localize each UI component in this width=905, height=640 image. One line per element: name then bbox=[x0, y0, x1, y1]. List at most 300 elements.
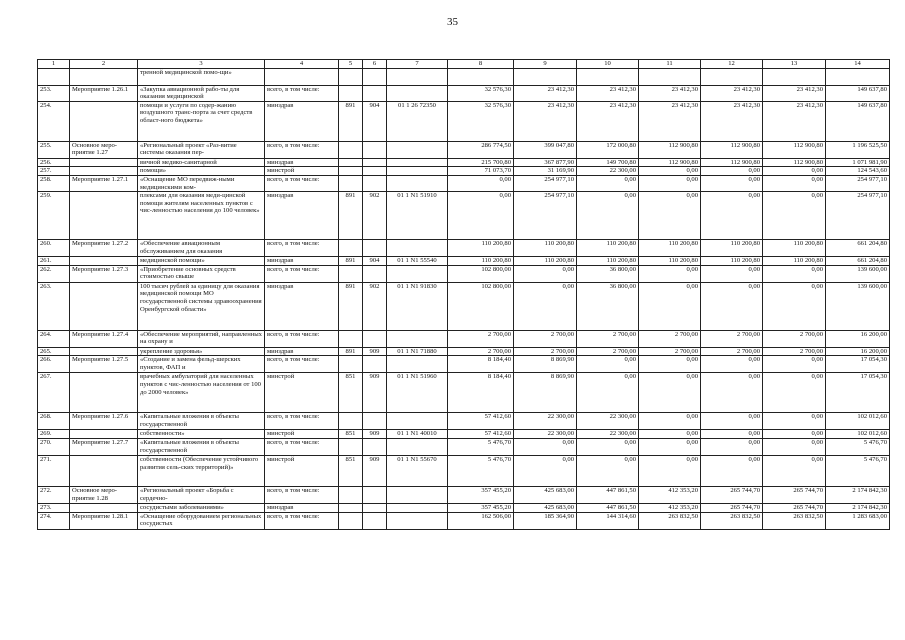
funding-source: минстрой bbox=[265, 167, 339, 176]
item-name bbox=[70, 68, 138, 85]
value-col-11: 112 900,80 bbox=[639, 158, 701, 167]
value-col-13: 23 412,30 bbox=[763, 101, 826, 141]
value-col-9 bbox=[514, 68, 577, 85]
item-description: медицинской помощи» bbox=[138, 257, 265, 266]
target-item-code bbox=[387, 512, 448, 529]
value-col-13: 0,00 bbox=[763, 430, 826, 439]
table-row bbox=[38, 85, 890, 101]
item-name: Мероприятие 1.27.4 bbox=[70, 330, 138, 347]
row-number: 271. bbox=[38, 455, 70, 486]
item-name bbox=[70, 503, 138, 512]
section-code bbox=[363, 141, 387, 158]
section-code bbox=[363, 503, 387, 512]
row-number bbox=[38, 68, 70, 85]
item-name: Мероприятие 1.27.3 bbox=[70, 265, 138, 282]
item-name: Мероприятие 1.27.5 bbox=[70, 356, 138, 373]
value-col-12: 23 412,30 bbox=[701, 101, 763, 141]
item-description: «Обеспечение мероприятий, направленных на охрану и bbox=[138, 330, 265, 347]
gov-code bbox=[339, 356, 363, 373]
item-description: «Приобретение основных средств стоимостью свыше bbox=[138, 265, 265, 282]
gov-code bbox=[339, 503, 363, 512]
gov-code bbox=[339, 158, 363, 167]
row-number: 255. bbox=[38, 141, 70, 158]
value-col-10: 2 700,00 bbox=[577, 347, 639, 356]
target-item-code bbox=[387, 438, 448, 455]
value-col-10: 0,00 bbox=[577, 175, 639, 191]
section-code bbox=[363, 438, 387, 455]
value-col-11: 412 353,20 bbox=[639, 486, 701, 503]
value-col-12: 0,00 bbox=[701, 413, 763, 430]
value-col-11: 0,00 bbox=[639, 356, 701, 373]
value-col-11: 0,00 bbox=[639, 167, 701, 176]
table-row bbox=[38, 240, 890, 257]
target-item-code bbox=[387, 486, 448, 503]
value-total: 16 200,00 bbox=[826, 330, 890, 347]
row-number: 266. bbox=[38, 356, 70, 373]
column-header: 2 bbox=[70, 60, 138, 69]
section-code: 909 bbox=[363, 373, 387, 413]
table-row bbox=[38, 257, 890, 266]
value-col-8 bbox=[448, 68, 514, 85]
funding-source: минстрой bbox=[265, 455, 339, 486]
value-col-8: 32 576,30 bbox=[448, 101, 514, 141]
gov-code: 851 bbox=[339, 430, 363, 439]
value-col-8: 8 184,40 bbox=[448, 356, 514, 373]
target-item-code bbox=[387, 413, 448, 430]
item-name: Основное меро-приятие 1.28 bbox=[70, 486, 138, 503]
value-total: 254 977,10 bbox=[826, 175, 890, 191]
column-header: 10 bbox=[577, 60, 639, 69]
value-col-12: 110 200,80 bbox=[701, 257, 763, 266]
column-header: 9 bbox=[514, 60, 577, 69]
funding-source: всего, в том числе: bbox=[265, 85, 339, 101]
item-name: Мероприятие 1.27.1 bbox=[70, 175, 138, 191]
value-col-10: 2 700,00 bbox=[577, 330, 639, 347]
gov-code: 891 bbox=[339, 192, 363, 240]
value-col-13: 0,00 bbox=[763, 175, 826, 191]
value-col-12: 0,00 bbox=[701, 356, 763, 373]
value-col-12: 0,00 bbox=[701, 265, 763, 282]
table-row bbox=[38, 503, 890, 512]
row-number: 274. bbox=[38, 512, 70, 529]
item-description: «Обеспечение авиационным обслуживанием для оказания bbox=[138, 240, 265, 257]
value-col-11: 0,00 bbox=[639, 430, 701, 439]
item-description: «Оснащение МО передвиж-ными медицинскими ком- bbox=[138, 175, 265, 191]
value-total: 1 283 683,00 bbox=[826, 512, 890, 529]
table-row bbox=[38, 158, 890, 167]
section-code bbox=[363, 158, 387, 167]
table-row bbox=[38, 167, 890, 176]
funding-source: минздрав bbox=[265, 282, 339, 330]
target-item-code bbox=[387, 330, 448, 347]
gov-code bbox=[339, 330, 363, 347]
table-row bbox=[38, 373, 890, 413]
value-col-13: 0,00 bbox=[763, 373, 826, 413]
table-row bbox=[38, 512, 890, 529]
column-header: 5 bbox=[339, 60, 363, 69]
item-name bbox=[70, 158, 138, 167]
table-row bbox=[38, 438, 890, 455]
item-description: плексами для оказания меди-цинской помощи жителям населенных пунктов с чис-ленностью населения до 100 человек» bbox=[138, 192, 265, 240]
row-number: 261. bbox=[38, 257, 70, 266]
column-header: 13 bbox=[763, 60, 826, 69]
value-total: 5 476,70 bbox=[826, 455, 890, 486]
target-item-code bbox=[387, 503, 448, 512]
item-name bbox=[70, 430, 138, 439]
section-code: 904 bbox=[363, 101, 387, 141]
value-col-12 bbox=[701, 68, 763, 85]
value-col-10: 0,00 bbox=[577, 192, 639, 240]
funding-source: минздрав bbox=[265, 503, 339, 512]
target-item-code bbox=[387, 240, 448, 257]
gov-code bbox=[339, 265, 363, 282]
value-col-13: 0,00 bbox=[763, 455, 826, 486]
row-number: 268. bbox=[38, 413, 70, 430]
target-item-code bbox=[387, 167, 448, 176]
item-description: собственности» bbox=[138, 430, 265, 439]
gov-code: 851 bbox=[339, 373, 363, 413]
value-col-9: 0,00 bbox=[514, 282, 577, 330]
value-col-10: 144 314,60 bbox=[577, 512, 639, 529]
value-col-9: 23 412,30 bbox=[514, 85, 577, 101]
value-col-9: 254 977,10 bbox=[514, 192, 577, 240]
table-row bbox=[38, 101, 890, 141]
value-total bbox=[826, 68, 890, 85]
value-col-9: 31 169,90 bbox=[514, 167, 577, 176]
column-header: 4 bbox=[265, 60, 339, 69]
item-name: Мероприятие 1.28.1 bbox=[70, 512, 138, 529]
funding-source: всего, в том числе: bbox=[265, 240, 339, 257]
value-col-8: 2 700,00 bbox=[448, 347, 514, 356]
value-col-9: 8 869,90 bbox=[514, 373, 577, 413]
item-name bbox=[70, 373, 138, 413]
value-col-10 bbox=[577, 68, 639, 85]
value-col-12: 0,00 bbox=[701, 373, 763, 413]
column-number-row bbox=[38, 60, 890, 69]
value-col-13: 265 744,70 bbox=[763, 503, 826, 512]
value-col-11: 0,00 bbox=[639, 373, 701, 413]
value-col-10: 0,00 bbox=[577, 455, 639, 486]
section-code bbox=[363, 68, 387, 85]
item-name bbox=[70, 455, 138, 486]
item-description: «Региональный проект «Раз-витие системы оказания пер- bbox=[138, 141, 265, 158]
item-description: помощи» bbox=[138, 167, 265, 176]
value-col-8: 0,00 bbox=[448, 192, 514, 240]
table-row bbox=[38, 192, 890, 240]
row-number: 273. bbox=[38, 503, 70, 512]
item-name: Мероприятие 1.27.2 bbox=[70, 240, 138, 257]
row-number: 263. bbox=[38, 282, 70, 330]
value-col-9: 425 683,00 bbox=[514, 486, 577, 503]
item-description: 100 тысяч рублей за единицу для оказания медицинской помощи МО государственной системы здравоохранения Оренбургской области» bbox=[138, 282, 265, 330]
funding-source: всего, в том числе: bbox=[265, 141, 339, 158]
section-code bbox=[363, 85, 387, 101]
funding-source: всего, в том числе: bbox=[265, 486, 339, 503]
value-col-12: 0,00 bbox=[701, 455, 763, 486]
value-col-10: 22 300,00 bbox=[577, 413, 639, 430]
gov-code: 891 bbox=[339, 101, 363, 141]
column-header: 8 bbox=[448, 60, 514, 69]
value-col-10: 36 800,00 bbox=[577, 282, 639, 330]
section-code: 909 bbox=[363, 455, 387, 486]
value-total: 661 204,80 bbox=[826, 257, 890, 266]
value-total: 124 543,60 bbox=[826, 167, 890, 176]
value-col-13: 110 200,80 bbox=[763, 240, 826, 257]
value-col-11: 23 412,30 bbox=[639, 101, 701, 141]
page-number: 35 bbox=[447, 16, 458, 28]
gov-code bbox=[339, 240, 363, 257]
value-total: 16 200,00 bbox=[826, 347, 890, 356]
gov-code bbox=[339, 85, 363, 101]
value-col-13: 2 700,00 bbox=[763, 330, 826, 347]
value-col-10: 0,00 bbox=[577, 356, 639, 373]
value-col-11: 0,00 bbox=[639, 413, 701, 430]
value-col-13: 2 700,00 bbox=[763, 347, 826, 356]
value-col-8: 162 506,00 bbox=[448, 512, 514, 529]
column-header: 14 bbox=[826, 60, 890, 69]
funding-source: всего, в том числе: bbox=[265, 175, 339, 191]
value-col-8: 32 576,30 bbox=[448, 85, 514, 101]
item-description: сосудистыми заболеваниями» bbox=[138, 503, 265, 512]
value-col-8: 357 455,20 bbox=[448, 503, 514, 512]
table-row bbox=[38, 282, 890, 330]
funding-source: всего, в том числе: bbox=[265, 356, 339, 373]
table-body bbox=[38, 68, 890, 529]
value-col-10: 0,00 bbox=[577, 373, 639, 413]
value-col-9: 8 869,90 bbox=[514, 356, 577, 373]
section-code bbox=[363, 413, 387, 430]
gov-code bbox=[339, 438, 363, 455]
target-item-code bbox=[387, 356, 448, 373]
value-col-13: 0,00 bbox=[763, 167, 826, 176]
value-col-9: 0,00 bbox=[514, 265, 577, 282]
value-col-13: 263 832,50 bbox=[763, 512, 826, 529]
row-number: 254. bbox=[38, 101, 70, 141]
table-row bbox=[38, 141, 890, 158]
value-total: 17 054,30 bbox=[826, 356, 890, 373]
value-col-10: 23 412,30 bbox=[577, 85, 639, 101]
value-col-12: 263 832,50 bbox=[701, 512, 763, 529]
value-col-10: 23 412,30 bbox=[577, 101, 639, 141]
value-col-8: 102 800,00 bbox=[448, 282, 514, 330]
item-name: Мероприятие 1.26.1 bbox=[70, 85, 138, 101]
row-number: 262. bbox=[38, 265, 70, 282]
item-name bbox=[70, 257, 138, 266]
column-header: 12 bbox=[701, 60, 763, 69]
value-col-10: 36 800,00 bbox=[577, 265, 639, 282]
value-col-11: 112 900,80 bbox=[639, 141, 701, 158]
value-col-8: 110 200,80 bbox=[448, 257, 514, 266]
section-code: 909 bbox=[363, 347, 387, 356]
item-description: помощи и услуги по содер-жанию воздушного транс-порта за счет средств област-ного бюджета» bbox=[138, 101, 265, 141]
value-total: 1 071 981,90 bbox=[826, 158, 890, 167]
row-number: 264. bbox=[38, 330, 70, 347]
value-col-13: 0,00 bbox=[763, 265, 826, 282]
target-item-code bbox=[387, 158, 448, 167]
value-total: 2 174 842,30 bbox=[826, 503, 890, 512]
item-description: укрепление здоровья» bbox=[138, 347, 265, 356]
funding-source: минздрав bbox=[265, 101, 339, 141]
value-col-10: 0,00 bbox=[577, 438, 639, 455]
item-description: «Закупка авиационной рабо-ты для оказания медицинской bbox=[138, 85, 265, 101]
value-col-11: 0,00 bbox=[639, 438, 701, 455]
value-col-9: 0,00 bbox=[514, 438, 577, 455]
section-code: 902 bbox=[363, 192, 387, 240]
column-header: 1 bbox=[38, 60, 70, 69]
target-item-code: 01 1 N1 51910 bbox=[387, 192, 448, 240]
value-col-11: 2 700,00 bbox=[639, 330, 701, 347]
row-number: 259. bbox=[38, 192, 70, 240]
value-total: 139 600,00 bbox=[826, 265, 890, 282]
value-col-12: 0,00 bbox=[701, 175, 763, 191]
value-total: 17 054,30 bbox=[826, 373, 890, 413]
value-col-8: 5 476,70 bbox=[448, 455, 514, 486]
funding-source: минстрой bbox=[265, 373, 339, 413]
value-col-11: 412 353,20 bbox=[639, 503, 701, 512]
value-col-11: 0,00 bbox=[639, 175, 701, 191]
section-code: 904 bbox=[363, 257, 387, 266]
value-col-13: 23 412,30 bbox=[763, 85, 826, 101]
value-col-8: 215 700,80 bbox=[448, 158, 514, 167]
funding-source: всего, в том числе: bbox=[265, 330, 339, 347]
target-item-code: 01 1 N1 40010 bbox=[387, 430, 448, 439]
item-description: тренной медицинской помо-щи» bbox=[138, 68, 265, 85]
item-name: Мероприятие 1.27.6 bbox=[70, 413, 138, 430]
value-col-13 bbox=[763, 68, 826, 85]
value-col-13: 0,00 bbox=[763, 356, 826, 373]
value-col-8: 5 476,70 bbox=[448, 438, 514, 455]
value-total: 149 637,80 bbox=[826, 85, 890, 101]
value-col-13: 112 900,80 bbox=[763, 141, 826, 158]
value-col-12: 265 744,70 bbox=[701, 486, 763, 503]
row-number: 258. bbox=[38, 175, 70, 191]
value-col-8: 110 200,80 bbox=[448, 240, 514, 257]
funding-source: минздрав bbox=[265, 257, 339, 266]
item-description: «Региональный проект «Борьба с сердечно- bbox=[138, 486, 265, 503]
value-col-11: 0,00 bbox=[639, 192, 701, 240]
column-header: 7 bbox=[387, 60, 448, 69]
value-col-13: 265 744,70 bbox=[763, 486, 826, 503]
target-item-code: 01 1 N1 71880 bbox=[387, 347, 448, 356]
table-row bbox=[38, 265, 890, 282]
value-col-10: 172 000,80 bbox=[577, 141, 639, 158]
funding-source bbox=[265, 68, 339, 85]
value-total: 1 196 525,50 bbox=[826, 141, 890, 158]
value-col-10: 110 200,80 bbox=[577, 257, 639, 266]
value-col-8: 0,00 bbox=[448, 175, 514, 191]
value-col-8: 57 412,60 bbox=[448, 430, 514, 439]
value-col-12: 110 200,80 bbox=[701, 240, 763, 257]
value-col-8: 71 073,70 bbox=[448, 167, 514, 176]
value-col-13: 0,00 bbox=[763, 282, 826, 330]
section-code bbox=[363, 175, 387, 191]
value-col-11: 263 832,50 bbox=[639, 512, 701, 529]
value-col-13: 0,00 bbox=[763, 438, 826, 455]
value-col-9: 2 700,00 bbox=[514, 347, 577, 356]
gov-code bbox=[339, 175, 363, 191]
value-col-12: 0,00 bbox=[701, 430, 763, 439]
value-col-11: 110 200,80 bbox=[639, 257, 701, 266]
value-total: 139 600,00 bbox=[826, 282, 890, 330]
value-total: 254 977,10 bbox=[826, 192, 890, 240]
value-col-9: 0,00 bbox=[514, 455, 577, 486]
value-total: 102 012,60 bbox=[826, 413, 890, 430]
section-code bbox=[363, 240, 387, 257]
value-col-8: 357 455,20 bbox=[448, 486, 514, 503]
target-item-code bbox=[387, 175, 448, 191]
gov-code bbox=[339, 512, 363, 529]
column-header: 3 bbox=[138, 60, 265, 69]
value-col-12: 0,00 bbox=[701, 192, 763, 240]
value-col-10: 447 861,50 bbox=[577, 503, 639, 512]
item-name bbox=[70, 167, 138, 176]
item-description: собственности (Обеспечение устойчивого развития сель-ских территорий)» bbox=[138, 455, 265, 486]
value-col-11 bbox=[639, 68, 701, 85]
funding-source: всего, в том числе: bbox=[265, 413, 339, 430]
item-name bbox=[70, 101, 138, 141]
value-col-11: 0,00 bbox=[639, 455, 701, 486]
item-description: «Оснащение оборудованием региональных сосудистых bbox=[138, 512, 265, 529]
value-col-9: 185 364,90 bbox=[514, 512, 577, 529]
gov-code: 891 bbox=[339, 347, 363, 356]
gov-code bbox=[339, 167, 363, 176]
row-number: 260. bbox=[38, 240, 70, 257]
table-row bbox=[38, 330, 890, 347]
column-header: 11 bbox=[639, 60, 701, 69]
funding-source: всего, в том числе: bbox=[265, 438, 339, 455]
target-item-code bbox=[387, 68, 448, 85]
value-col-10: 447 861,50 bbox=[577, 486, 639, 503]
value-col-9: 22 300,00 bbox=[514, 413, 577, 430]
item-name bbox=[70, 347, 138, 356]
item-description: врачебных амбулаторий для населенных пунктов с чис-ленностью населения от 100 до 2000 человек» bbox=[138, 373, 265, 413]
target-item-code: 01 1 N1 55670 bbox=[387, 455, 448, 486]
section-code bbox=[363, 167, 387, 176]
value-total: 5 476,70 bbox=[826, 438, 890, 455]
value-total: 661 204,80 bbox=[826, 240, 890, 257]
item-description: «Капитальные вложения в объекты государственной bbox=[138, 438, 265, 455]
row-number: 265. bbox=[38, 347, 70, 356]
row-number: 253. bbox=[38, 85, 70, 101]
value-col-9: 367 877,90 bbox=[514, 158, 577, 167]
funding-source: всего, в том числе: bbox=[265, 512, 339, 529]
value-col-10: 110 200,80 bbox=[577, 240, 639, 257]
value-col-9: 425 683,00 bbox=[514, 503, 577, 512]
table-row bbox=[38, 486, 890, 503]
value-col-9: 399 047,80 bbox=[514, 141, 577, 158]
gov-code bbox=[339, 141, 363, 158]
table-row bbox=[38, 68, 890, 85]
item-name bbox=[70, 192, 138, 240]
table-row bbox=[38, 175, 890, 191]
value-col-12: 265 744,70 bbox=[701, 503, 763, 512]
value-col-12: 0,00 bbox=[701, 438, 763, 455]
section-code bbox=[363, 486, 387, 503]
section-code: 902 bbox=[363, 282, 387, 330]
value-col-9: 22 300,00 bbox=[514, 430, 577, 439]
value-col-8: 8 184,40 bbox=[448, 373, 514, 413]
gov-code: 891 bbox=[339, 282, 363, 330]
target-item-code: 01 1 N1 91830 bbox=[387, 282, 448, 330]
gov-code bbox=[339, 68, 363, 85]
value-col-9: 2 700,00 bbox=[514, 330, 577, 347]
value-col-9: 254 977,10 bbox=[514, 175, 577, 191]
section-code bbox=[363, 512, 387, 529]
gov-code: 851 bbox=[339, 455, 363, 486]
section-code: 909 bbox=[363, 430, 387, 439]
target-item-code bbox=[387, 85, 448, 101]
table-row bbox=[38, 455, 890, 486]
